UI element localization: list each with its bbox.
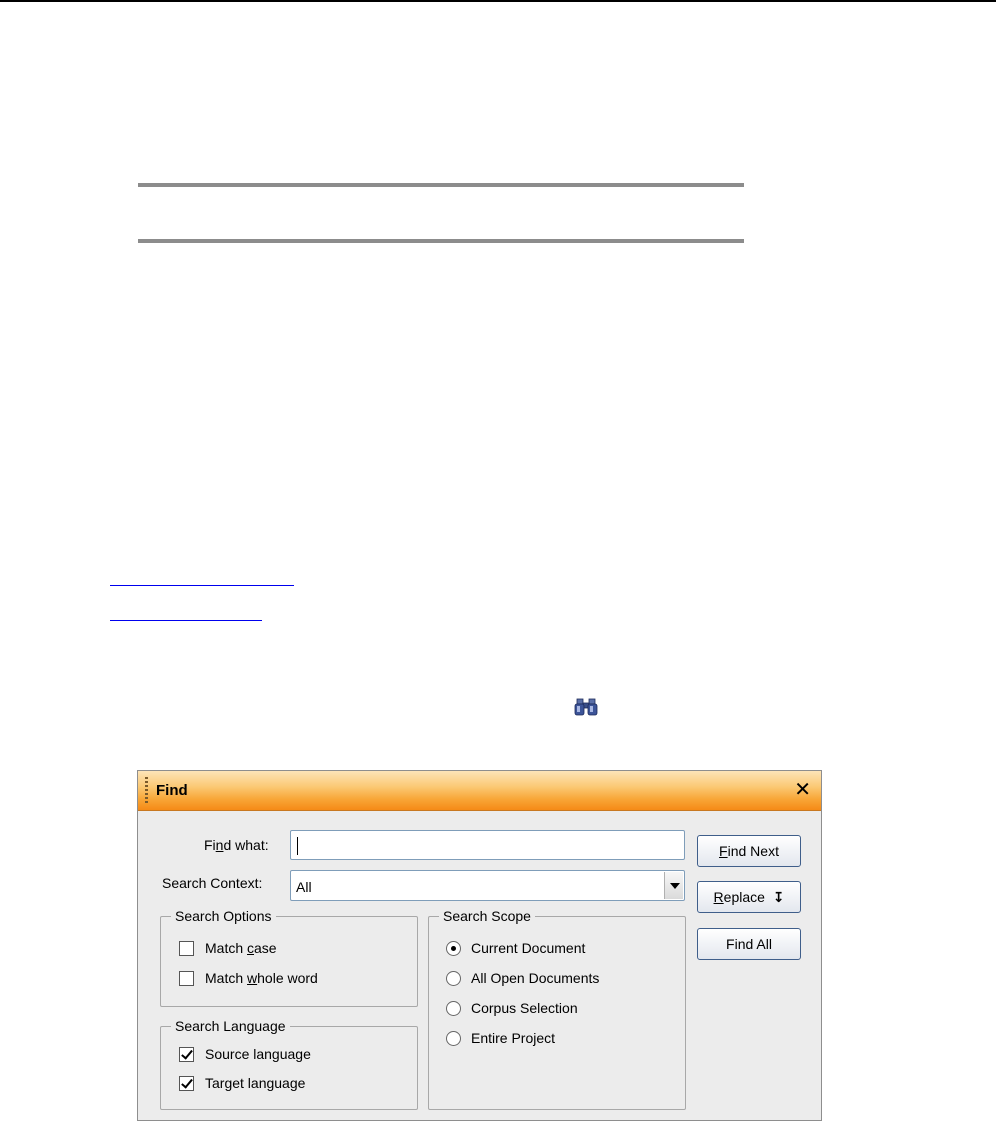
- find-next-button[interactable]: Find Next: [697, 835, 801, 867]
- doc-link-2[interactable]: [110, 607, 262, 621]
- match-case-checkbox[interactable]: [179, 941, 194, 956]
- find-all-button[interactable]: Find All: [697, 928, 801, 960]
- scope-all-open-documents-radio[interactable]: [446, 971, 461, 986]
- search-options-group: [160, 908, 418, 1007]
- match-whole-word-label: Match whole word: [205, 970, 318, 986]
- doc-link-1[interactable]: [110, 572, 294, 586]
- separator-rule-top: [138, 183, 744, 187]
- match-case-label: Match case: [205, 940, 277, 956]
- scope-current-document-radio[interactable]: [446, 941, 461, 956]
- scope-entire-project-label: Entire Project: [471, 1030, 556, 1046]
- source-language-checkbox[interactable]: [179, 1047, 194, 1062]
- search-context-value: All: [296, 879, 312, 895]
- find-what-label: Find what:: [204, 837, 269, 853]
- source-language-label: Source language: [205, 1046, 311, 1062]
- find-what-input[interactable]: [290, 830, 685, 860]
- target-language-label: Target language: [205, 1075, 306, 1091]
- search-context-label: Search Context:: [162, 875, 263, 891]
- scope-corpus-selection-radio[interactable]: [446, 1001, 461, 1016]
- binoculars-icon: [574, 698, 598, 716]
- find-panel: [137, 770, 822, 1121]
- drag-grip-icon[interactable]: [145, 777, 148, 805]
- text-caret: [297, 837, 298, 855]
- search-language-legend: Search Language: [171, 1018, 290, 1034]
- scope-current-document-label: Current Document: [471, 940, 586, 956]
- page-top-rule: [0, 0, 996, 2]
- target-language-checkbox[interactable]: [179, 1076, 194, 1091]
- close-icon[interactable]: ✕: [794, 779, 811, 801]
- double-chevron-down-icon: ↧: [772, 889, 785, 905]
- replace-button[interactable]: Replace ↧: [697, 881, 801, 913]
- scope-corpus-selection-label: Corpus Selection: [471, 1000, 578, 1016]
- scope-all-open-documents-label: All Open Documents: [471, 970, 600, 986]
- search-scope-group: [428, 908, 686, 1110]
- chevron-down-icon[interactable]: [664, 872, 683, 899]
- search-language-group: [160, 1018, 418, 1110]
- search-context-select[interactable]: [290, 870, 685, 901]
- scope-entire-project-radio[interactable]: [446, 1031, 461, 1046]
- match-whole-word-checkbox[interactable]: [179, 971, 194, 986]
- separator-rule-bottom: [138, 239, 744, 243]
- find-titlebar[interactable]: [138, 771, 821, 811]
- search-scope-legend: Search Scope: [439, 908, 535, 924]
- find-title: Find: [156, 782, 188, 799]
- search-options-legend: Search Options: [171, 908, 276, 924]
